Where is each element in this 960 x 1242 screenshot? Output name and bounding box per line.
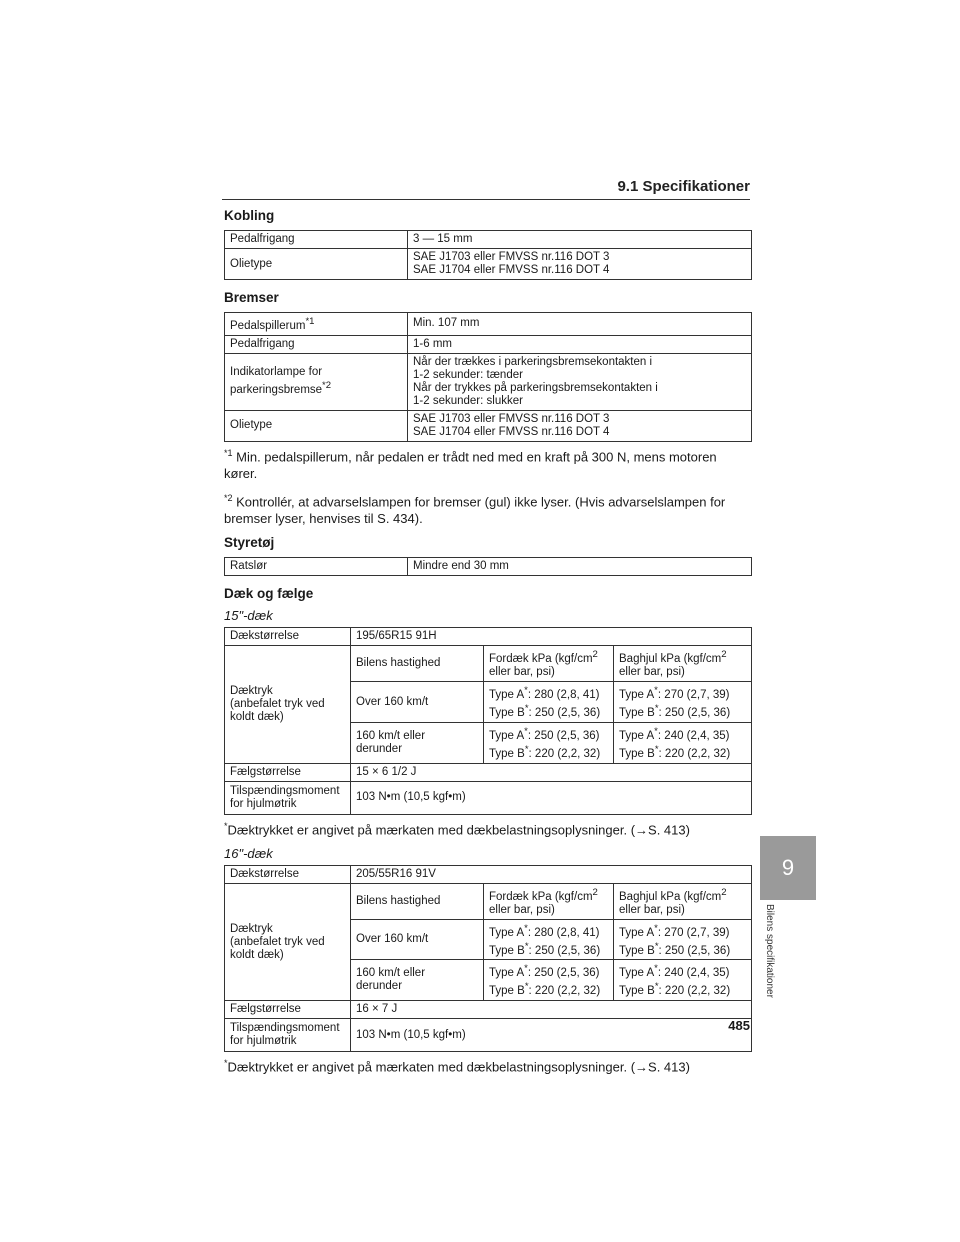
table-row: [225, 558, 752, 576]
section-title: 9.1 Specifikationer: [617, 178, 750, 195]
page-number: 485: [728, 1018, 750, 1033]
pressure-value: : 220 (2,2, 32): [528, 747, 601, 760]
speed-line: derunder: [356, 742, 403, 755]
star: *: [524, 922, 528, 934]
label-line: (anbefalet tryk ved: [230, 698, 325, 711]
tire-15-footnote: [224, 818, 752, 838]
pressure-value: : 250 (2,5, 36): [527, 729, 600, 742]
star: *: [524, 981, 529, 993]
label-line: Dæktryk: [230, 922, 273, 935]
footnote-ref: *1: [305, 316, 315, 327]
pressure-value: : 220 (2,2, 32): [658, 985, 731, 998]
table-cell-value: 103 N•m (10,5 kgf•m): [351, 1019, 752, 1052]
label-line: Tilspændingsmoment: [230, 1022, 340, 1035]
footnote-mark: *: [224, 820, 228, 831]
table-row: [225, 763, 752, 781]
pressure-line: [619, 962, 746, 980]
table-cell-rear: [614, 682, 752, 723]
pressure-value: : 280 (2,8, 41): [527, 689, 600, 702]
table-row: [225, 249, 752, 280]
table-cell-front: [484, 682, 614, 723]
bremser-table: [224, 312, 752, 442]
table-cell-label: Dækstørrelse: [225, 628, 351, 646]
pressure-line: [489, 725, 608, 743]
pressure-line: [619, 922, 746, 940]
table-row: [225, 313, 752, 336]
pressure-value: : 220 (2,2, 32): [658, 747, 731, 760]
table-cell-value: [408, 410, 752, 441]
table-row: [225, 1019, 752, 1052]
type-label: Type B: [489, 747, 525, 760]
tire-16-subheading: 16"-dæk: [224, 845, 273, 861]
star: *: [654, 725, 658, 737]
label-line: koldt dæk): [230, 711, 284, 724]
table-cell-value: 205/55R16 91V: [351, 865, 752, 883]
table-row: [225, 410, 752, 441]
table-cell-label: Olietype: [225, 249, 408, 280]
superscript: 2: [721, 649, 727, 661]
pressure-value: : 250 (2,5, 36): [527, 967, 600, 980]
table-cell-label: Fælgstørrelse: [225, 1001, 351, 1019]
footnote-mark: *: [224, 1058, 228, 1069]
header-line: [619, 886, 746, 904]
speed-line: 160 km/t eller: [356, 729, 426, 742]
table-cell-label: [225, 646, 351, 763]
footnote-2: [224, 490, 752, 527]
star: *: [654, 743, 659, 755]
type-label: Type B: [619, 747, 655, 760]
column-header: [614, 883, 752, 919]
tire-15-table: [224, 627, 752, 814]
table-cell-label: [225, 1019, 351, 1052]
footnote-text: Min. pedalspillerum, når pedalen er trådt ned med en kraft på 300 N, mens motoren kører.: [224, 449, 717, 482]
column-header: [614, 646, 752, 682]
table-cell-value: 103 N•m (10,5 kgf•m): [351, 781, 752, 814]
header-line: eller bar, psi): [489, 903, 555, 916]
table-cell-label: Pedalfrigang: [225, 335, 408, 353]
table-cell-rear: [614, 919, 752, 960]
pressure-line: [489, 962, 608, 980]
table-row: [225, 1001, 752, 1019]
type-label: Type B: [619, 944, 655, 957]
tire-16-table: [224, 865, 752, 1052]
pressure-line: [489, 684, 608, 702]
table-cell-label: [225, 353, 408, 410]
table-cell-rear: [614, 960, 752, 1001]
star: *: [654, 703, 659, 715]
table-row: [225, 883, 752, 919]
table-cell-value: [408, 249, 752, 280]
label-line: for hjulmøtrik: [230, 1035, 297, 1048]
header-text: Fordæk kPa (kgf/cm: [489, 890, 593, 903]
chapter-tab-label: Bilens specifikationer: [764, 904, 775, 998]
table-cell-value: Mindre end 30 mm: [408, 558, 752, 576]
value-line: SAE J1704 eller FMVSS nr.116 DOT 4: [413, 264, 610, 276]
table-cell-speed: Over 160 km/t: [351, 919, 484, 960]
value-line: 1-2 sekunder: tænder: [413, 368, 523, 381]
table-row: [225, 628, 752, 646]
footnote-text: Kontrollér, at advarselslampen for bremser (gul) ikke lyser. (Hvis advarselslampen for bremser lyser, henvises til S. 434).: [224, 494, 726, 527]
table-cell-front: [484, 919, 614, 960]
pressure-value: : 240 (2,4, 35): [657, 967, 730, 980]
value-line: SAE J1703 eller FMVSS nr.116 DOT 3: [413, 251, 610, 263]
pressure-line: [619, 684, 746, 702]
pressure-line: [489, 980, 608, 998]
table-cell-label: Pedalfrigang: [225, 231, 408, 249]
superscript: 2: [721, 886, 727, 898]
pressure-value: : 280 (2,8, 41): [527, 926, 600, 939]
pressure-line: [489, 940, 608, 958]
table-cell-front: [484, 722, 614, 763]
table-cell-rear: [614, 722, 752, 763]
pressure-line: [489, 922, 608, 940]
value-line: Når der trækkes i parkeringsbremsekontakten i: [413, 355, 653, 368]
column-header: [484, 883, 614, 919]
column-header: [484, 646, 614, 682]
header-line: [489, 648, 608, 666]
kobling-table: [224, 230, 752, 280]
pressure-line: [619, 702, 746, 720]
header-line: eller bar, psi): [619, 903, 685, 916]
header-line: [489, 886, 608, 904]
pressure-value: : 250 (2,5, 36): [658, 706, 731, 719]
speed-line: 160 km/t eller: [356, 967, 426, 980]
type-label: Type B: [489, 706, 525, 719]
type-label: Type A: [489, 689, 525, 702]
table-cell-label: Fælgstørrelse: [225, 763, 351, 781]
table-row: [225, 353, 752, 410]
bremser-heading: Bremser: [224, 290, 279, 305]
label-line: Indikatorlampe for: [230, 366, 323, 379]
pressure-value: : 250 (2,5, 36): [528, 944, 601, 957]
styretoj-heading: Styretøj: [224, 535, 275, 551]
pressure-line: [619, 725, 746, 743]
value-line: SAE J1704 eller FMVSS nr.116 DOT 4: [413, 425, 610, 438]
page-content: [224, 208, 752, 1083]
type-label: Type A: [489, 926, 525, 939]
chapter-tab[interactable]: 9: [760, 836, 816, 900]
table-cell-label: [225, 313, 408, 336]
label-text: Pedalspillerum: [230, 319, 306, 332]
footnote-1: [224, 445, 752, 482]
table-row: [225, 781, 752, 814]
header-line: [619, 648, 746, 666]
header-text: Baghjul kPa (kgf/cm: [619, 653, 722, 666]
pressure-value: : 250 (2,5, 36): [658, 944, 731, 957]
label-line: koldt dæk): [230, 948, 284, 961]
label-line: for hjulmøtrik: [230, 797, 297, 810]
table-row: [225, 335, 752, 353]
label-text: parkeringsbremse: [230, 384, 323, 397]
column-header: Bilens hastighed: [351, 883, 484, 919]
star: *: [654, 981, 659, 993]
star: *: [524, 743, 529, 755]
kobling-heading: Kobling: [224, 208, 275, 223]
tire-15-subheading: 15"-dæk: [224, 608, 273, 624]
daek-heading: Dæk og fælge: [224, 586, 314, 602]
table-cell-front: [484, 960, 614, 1001]
label-line: Dæktryk: [230, 685, 273, 698]
star: *: [524, 963, 528, 975]
footnote-mark: *1: [224, 447, 233, 458]
table-cell-speed: [351, 960, 484, 1001]
table-cell-value: 15 × 6 1/2 J: [351, 763, 752, 781]
table-cell-label: Dækstørrelse: [225, 865, 351, 883]
type-label: Type A: [489, 729, 525, 742]
table-cell-value: 3 — 15 mm: [408, 231, 752, 249]
value-line: Når der trykkes på parkeringsbremsekontakten i: [413, 381, 658, 394]
pressure-value: : 250 (2,5, 36): [528, 706, 601, 719]
table-row: [225, 865, 752, 883]
pressure-line: [489, 702, 608, 720]
styretoj-table: [224, 557, 752, 576]
type-label: Type A: [619, 926, 655, 939]
header-line: eller bar, psi): [489, 666, 555, 679]
pressure-value: : 270 (2,7, 39): [657, 689, 730, 702]
star: *: [654, 963, 658, 975]
type-label: Type A: [489, 967, 525, 980]
table-cell-value: 195/65R15 91H: [351, 628, 752, 646]
header-text: Baghjul kPa (kgf/cm: [619, 890, 722, 903]
tire-16-footnote: [224, 1055, 752, 1075]
star: *: [524, 685, 528, 697]
pressure-line: [619, 980, 746, 998]
header-divider: [222, 199, 750, 200]
table-cell-label: [225, 781, 351, 814]
star: *: [524, 703, 529, 715]
pressure-value: : 240 (2,4, 35): [657, 729, 730, 742]
table-row: [225, 646, 752, 682]
label-line: Tilspændingsmoment: [230, 784, 340, 797]
star: *: [524, 940, 529, 952]
table-cell-label: [225, 883, 351, 1000]
superscript: 2: [592, 649, 598, 661]
table-cell-value: [408, 353, 752, 410]
footnote-ref: *2: [322, 380, 332, 392]
pressure-line: [619, 940, 746, 958]
value-line: 1-2 sekunder: slukker: [413, 394, 523, 407]
footnote-text: Dæktrykket er angivet på mærkaten med dækbelastningsoplysninger. (→S. 413): [227, 1059, 690, 1075]
column-header: Bilens hastighed: [351, 646, 484, 682]
pressure-line: [489, 743, 608, 761]
table-row: [225, 231, 752, 249]
pressure-value: : 270 (2,7, 39): [657, 926, 730, 939]
header-line: eller bar, psi): [619, 666, 685, 679]
header-text: Fordæk kPa (kgf/cm: [489, 653, 593, 666]
star: *: [654, 685, 658, 697]
type-label: Type A: [619, 729, 655, 742]
type-label: Type B: [619, 985, 655, 998]
type-label: Type A: [619, 689, 655, 702]
type-label: Type B: [489, 985, 525, 998]
star: *: [524, 725, 528, 737]
table-cell-label: Olietype: [225, 410, 408, 441]
label-line: (anbefalet tryk ved: [230, 935, 325, 948]
table-cell-speed: [351, 722, 484, 763]
label-line: [230, 379, 402, 397]
table-cell-label: Ratslør: [225, 558, 408, 576]
superscript: 2: [592, 886, 598, 898]
type-label: Type A: [619, 967, 655, 980]
footnote-text: Dæktrykket er angivet på mærkaten med dækbelastningsoplysninger. (→S. 413): [227, 821, 690, 837]
star: *: [654, 940, 659, 952]
table-cell-value: 16 × 7 J: [351, 1001, 752, 1019]
footnote-mark: *2: [224, 493, 233, 504]
value-line: SAE J1703 eller FMVSS nr.116 DOT 3: [413, 412, 610, 425]
table-cell-value: Min. 107 mm: [408, 313, 752, 336]
speed-line: derunder: [356, 980, 403, 993]
table-cell-speed: Over 160 km/t: [351, 682, 484, 723]
star: *: [654, 922, 658, 934]
table-cell-value: 1-6 mm: [408, 335, 752, 353]
pressure-value: : 220 (2,2, 32): [528, 985, 601, 998]
type-label: Type B: [619, 706, 655, 719]
pressure-line: [619, 743, 746, 761]
type-label: Type B: [489, 944, 525, 957]
